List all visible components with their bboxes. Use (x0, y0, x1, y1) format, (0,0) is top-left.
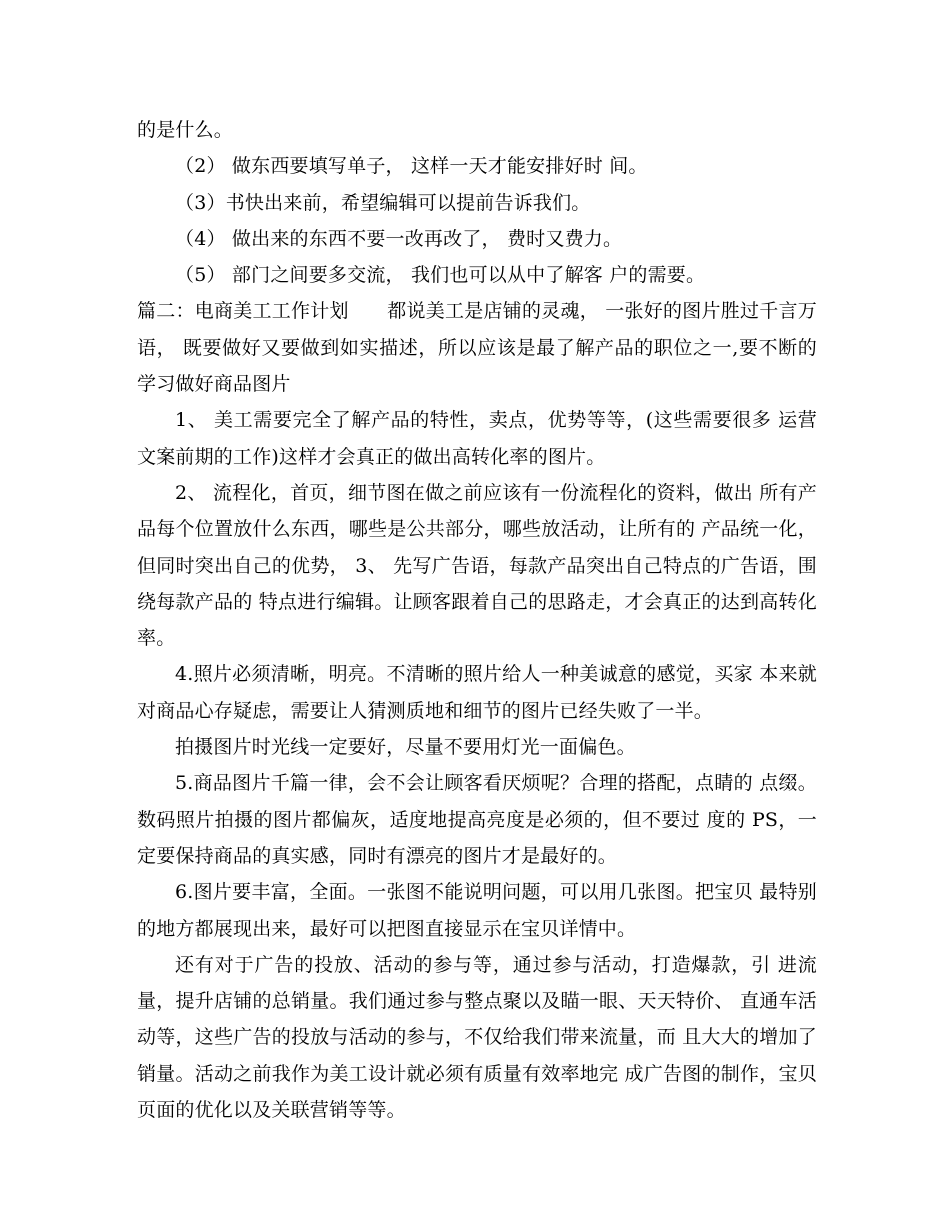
document-body (137, 112, 817, 1128)
section-two-heading-paragraph: 篇二：电商美工工作计划 都说美工是店铺的灵魂， 一张好的图片胜过千言万语， 既要做好又要做到如实描述，所以应该是最了解产品的职位之一,要不断的学习做好商品图片 (137, 300, 817, 396)
point-2-3-paragraph: 2、 流程化，首页，细节图在做之前应该有一份流程化的资料，做出 所有产品每个位置放什么东西，哪些是公共部分，哪些放活动，让所有的 产品统一化，但同时突出自己的优势， 3、 先写广告语，每款产品突出自己特点的广告语，围绕每款产品的 特点进行编辑。让顾客跟着自己的思路走，才会真正的达到高转化率。 (137, 481, 817, 650)
paragraph-intro-tail: 的是什么。 (137, 119, 234, 141)
point-1-paragraph: 1、 美工需要完全了解产品的特性，卖点，优势等等，(这些需要很多 运营文案前期的工作)这样才会真正的做出高转化率的图片。 (137, 409, 817, 468)
list-item-5: （5） 部门之间要多交流， 我们也可以从中了解客 户的需要。 (175, 264, 706, 287)
list-item-3: （3）书快出来前，希望编辑可以提前告诉我们。 (175, 191, 591, 214)
advertising-paragraph: 还有对于广告的投放、活动的参与等，通过参与活动，打造爆款，引 进流量，提升店铺的总销量。我们通过参与整点聚以及瞄一眼、天天特价、 直通车活动等，这些广告的投放与活动的参与，不仅给我们带来流量，而 且大大的增加了销量。活动之前我作为美工设计就必须有质量有效率地完 成广告图的制作，宝贝页面的优化以及关联营销等等。 (137, 953, 817, 1122)
list-item-4: （4） 做出来的东西不要一改再改了， 费时又费力。 (175, 227, 623, 250)
lighting-paragraph: 拍摄图片时光线一定要好，尽量不要用灯光一面偏色。 (175, 736, 636, 759)
point-6-paragraph: 6.图片要丰富，全面。一张图不能说明问题，可以用几张图。把宝贝 最特别的地方都展现出来，最好可以把图直接显示在宝贝详情中。 (137, 881, 817, 940)
point-5-paragraph: 5.商品图片千篇一律，会不会让顾客看厌烦呢？合理的搭配，点睛的 点缀。数码照片拍摄的图片都偏灰，适度地提高亮度是必须的，但不要过 度的 PS，一定要保持商品的真实感，同时有漂亮的图片才是最好的。 (137, 772, 817, 867)
point-4-paragraph: 4.照片必须清晰，明亮。不清晰的照片给人一种美诚意的感觉，买家 本来就对商品心存疑虑，需要让人猜测质地和细节的图片已经失败了一半。 (137, 663, 817, 722)
list-item-2: （2） 做东西要填写单子， 这样一天才能安排好时 间。 (175, 155, 648, 178)
